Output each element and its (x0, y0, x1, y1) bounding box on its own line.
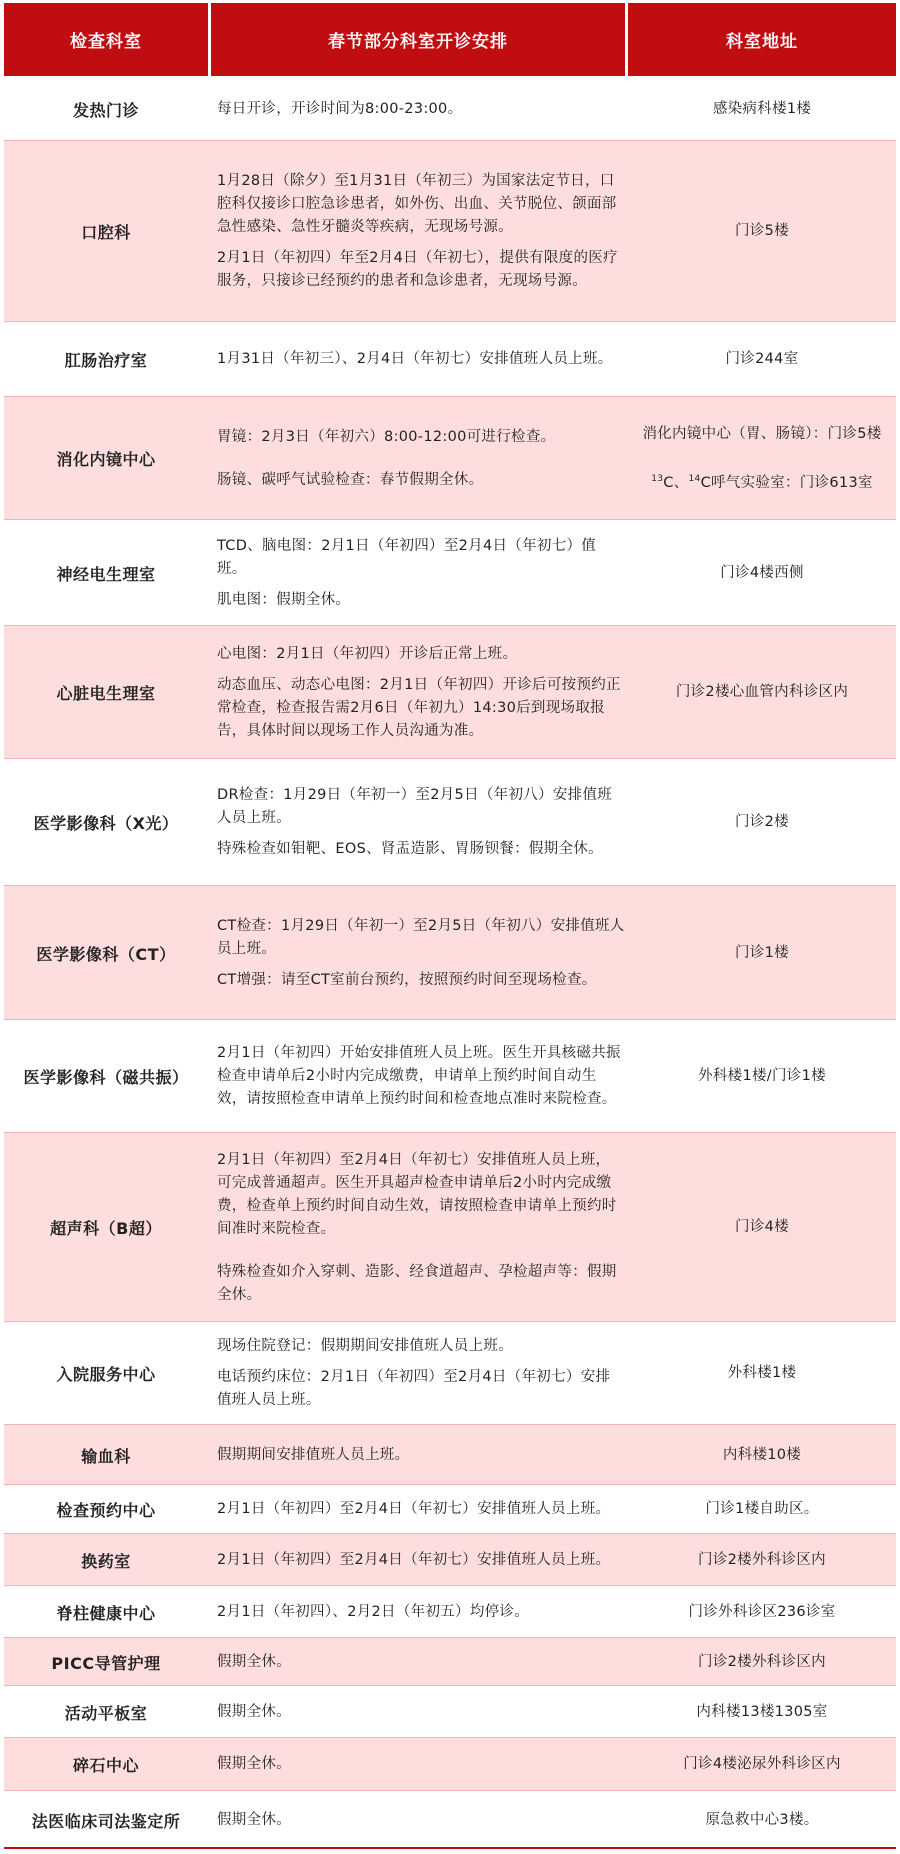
schedule-text: 特殊检查如钼靶、EOS、肾盂造影、胃肠钡餐：假期全休。 (217, 841, 603, 857)
table-row (4, 520, 896, 626)
address-text: 门诊2楼心血管内科诊区内 (675, 684, 849, 700)
address-text: 消化内镜中心（胃、肠镜）：门诊5楼 (642, 425, 882, 442)
table-row (4, 397, 896, 520)
address-text: 门诊2楼外科诊区内 (698, 1551, 826, 1568)
schedule-cell (211, 626, 625, 759)
address-text: 门诊4楼泌尿外科诊区内 (683, 1756, 841, 1772)
table-row (4, 1738, 896, 1791)
header-address: 科室地址 (628, 3, 896, 76)
schedule-cell (211, 141, 625, 322)
address-cell (628, 1791, 896, 1849)
isotope-mid: C、 (663, 474, 689, 491)
row-divider (4, 1847, 896, 1849)
address-text: 感染病科楼1楼 (712, 101, 812, 117)
schedule-cell (211, 759, 625, 886)
dept-name: 超声科（B超） (50, 1219, 162, 1238)
address-cell (628, 1133, 896, 1322)
dept-name: 活动平板室 (64, 1703, 148, 1723)
table-row (4, 141, 896, 322)
schedule-text: CT增强：请至CT室前台预约，按照预约时间至现场检查。 (217, 971, 597, 988)
schedule-text: 假期全休。 (217, 1653, 291, 1670)
dept-name: 发热门诊 (72, 101, 139, 120)
schedule-cell (211, 1425, 625, 1485)
schedule-cell (211, 1791, 625, 1849)
dept-name: 心脏电生理室 (56, 684, 156, 703)
table-row (4, 1791, 896, 1849)
address-text: 门诊外科诊区236诊室 (688, 1603, 836, 1620)
dept-name: 医学影像科（CT） (36, 944, 176, 964)
schedule-text: 假期全休。 (217, 1756, 291, 1772)
table-row (4, 1686, 896, 1738)
address-cell (628, 759, 896, 886)
schedule-cell (211, 397, 625, 520)
address-cell (628, 1534, 896, 1586)
dept-name: 神经电生理室 (56, 564, 156, 584)
schedule-text: 2月1日（年初四）年至2月4日（年初七），提供有限度的医疗服务，只接诊已经预约的患者和急诊患者，无现场号源。 (217, 250, 618, 289)
schedule-cell (211, 1322, 625, 1425)
header-schedule: 春节部分科室开诊安排 (211, 3, 625, 76)
address-cell (628, 1425, 896, 1485)
schedule-text: 肠镜、碳呼气试验检查：春节假期全休。 (217, 471, 484, 488)
address-text: 门诊244室 (725, 351, 799, 367)
table-row (4, 78, 896, 141)
schedule-cell (211, 1485, 625, 1534)
address-text: 外科楼1楼 (727, 1365, 797, 1381)
address-cell (628, 322, 896, 397)
isotope-sup1: 13 (651, 473, 664, 484)
address-cell (628, 1686, 896, 1738)
address-text: 门诊4楼 (735, 1219, 789, 1235)
schedule-text: 假期全休。 (217, 1811, 291, 1828)
address-cell (628, 626, 896, 759)
table-row (4, 1485, 896, 1534)
address-cell (628, 78, 896, 141)
address-cell (628, 1738, 896, 1791)
address-text: 内科楼13楼1305室 (696, 1703, 828, 1720)
table-row (4, 1638, 896, 1686)
address-cell (628, 1586, 896, 1638)
schedule-text: 每日开诊，开诊时间为8:00-23:00。 (217, 101, 463, 117)
schedule-cell (211, 78, 625, 141)
dept-name: 法医临床司法鉴定所 (31, 1811, 181, 1831)
table-row (4, 1586, 896, 1638)
schedule-cell (211, 1638, 625, 1686)
dept-name: 检查预约中心 (56, 1501, 156, 1520)
address-cell (628, 1020, 896, 1133)
schedule-cell (211, 1586, 625, 1638)
address-text: 原急救中心3楼。 (705, 1811, 819, 1828)
schedule-cell (211, 1686, 625, 1738)
schedule-text: 心电图：2月1日（年初四）开诊后正常上班。 (217, 645, 518, 662)
schedule-text: 2月1日（年初四）至2月4日（年初七）安排值班人员上班。 (217, 1501, 611, 1517)
schedule-text: CT检查：1月29日（年初一）至2月5日（年初八）安排值班人员上班。 (217, 917, 625, 957)
address-text: 门诊4楼西侧 (720, 564, 804, 581)
table-row (4, 322, 896, 397)
address-text: 门诊2楼 (735, 814, 789, 830)
address-text: 内科楼10楼 (722, 1446, 802, 1463)
schedule-cell (211, 520, 625, 626)
header-dept: 检查科室 (4, 3, 208, 76)
dept-name: 医学影像科（X光） (33, 814, 179, 833)
schedule-cell (211, 1738, 625, 1791)
table-row (4, 1534, 896, 1586)
table-row (4, 886, 896, 1020)
schedule-cell (211, 1020, 625, 1133)
table-row (4, 1425, 896, 1485)
table-row (4, 626, 896, 759)
address-text: 门诊2楼外科诊区内 (698, 1653, 826, 1670)
address-cell (628, 397, 896, 520)
address-cell (628, 520, 896, 626)
schedule-text: 胃镜：2月3日（年初六）8:00-12:00可进行检查。 (217, 428, 556, 445)
dept-name: 消化内镜中心 (56, 450, 156, 469)
schedule-text: 2月1日（年初四）至2月4日（年初七）安排值班人员上班，可完成普通超声。医生开具超声检查申请单后2小时内完成缴费，检查单上预约时间自动生效，请按照检查申请单上预约时间准时来院检查。 (217, 1151, 617, 1237)
schedule-text: 动态血压、动态心电图：2月1日（年初四）开诊后可按预约正常检查，检查报告需2月6日（年初九）14:30后到现场取报告，具体时间以现场工作人员沟通为准。 (217, 676, 621, 739)
schedule-text: 1月28日（除夕）至1月31日（年初三）为国家法定节日，口腔科仅接诊口腔急诊患者，如外伤、出血、关节脱位、颌面部急性感染、急性牙髓炎等疾病，无现场号源。 (217, 173, 617, 235)
address-cell (628, 886, 896, 1020)
schedule-text: 假期期间安排值班人员上班。 (217, 1446, 410, 1463)
schedule-text: 2月1日（年初四）至2月4日（年初七）安排值班人员上班。 (217, 1551, 611, 1568)
address-isotope-text (651, 468, 873, 495)
dept-name: 肛肠治疗室 (64, 351, 148, 370)
address-cell (628, 141, 896, 322)
address-text: 门诊1楼 (735, 944, 789, 961)
dept-name: PICC导管护理 (51, 1653, 161, 1673)
address-cell (628, 1485, 896, 1534)
dept-name: 脊柱健康中心 (56, 1603, 156, 1623)
dept-name: 入院服务中心 (56, 1365, 156, 1384)
address-cell (628, 1638, 896, 1686)
schedule-cell (211, 886, 625, 1020)
address-text: 门诊5楼 (735, 223, 789, 239)
schedule-text: 现场住院登记：假期期间安排值班人员上班。 (217, 1338, 513, 1354)
table-row (4, 1322, 896, 1425)
isotope-sup2: 14 (688, 473, 701, 484)
dept-name: 医学影像科（磁共振） (23, 1068, 189, 1087)
table-row (4, 1020, 896, 1133)
schedule-text: 假期全休。 (217, 1703, 291, 1720)
dept-name: 换药室 (81, 1551, 131, 1571)
address-text: 外科楼1楼/门诊1楼 (698, 1068, 826, 1084)
schedule-text: DR检查：1月29日（年初一）至2月5日（年初八）安排值班人员上班。 (217, 787, 613, 826)
schedule-text: 电话预约床位：2月1日（年初四）至2月4日（年初七）安排值班人员上班。 (217, 1369, 611, 1408)
address-cell (628, 1322, 896, 1425)
dept-name: 输血科 (81, 1446, 131, 1466)
dept-name: 碎石中心 (72, 1756, 139, 1775)
schedule-text: TCD、脑电图：2月1日（年初四）至2月4日（年初七）值班。 (217, 537, 597, 577)
table-row (4, 759, 896, 886)
address-text: 门诊1楼自助区。 (705, 1501, 819, 1517)
schedule-cell (211, 322, 625, 397)
schedule-text: 特殊检查如介入穿刺、造影、经食道超声、孕检超声等：假期全休。 (217, 1263, 617, 1303)
schedule-text: 2月1日（年初四）、2月2日（年初五）均停诊。 (217, 1603, 530, 1620)
schedule-cell (211, 1534, 625, 1586)
schedule-text: 2月1日（年初四）开始安排值班人员上班。医生开具核磁共振检查申请单后2小时内完成缴费，申请单上预约时间自动生效，请按照检查申请单上预约时间和检查地点准时来院检查。 (217, 1045, 621, 1107)
schedule-cell (211, 1133, 625, 1322)
schedule-text: 1月31日（年初三）、2月4日（年初七）安排值班人员上班。 (217, 351, 613, 367)
schedule-text: 肌电图：假期全休。 (217, 591, 351, 608)
table-row (4, 1133, 896, 1322)
isotope-tail: C呼气实验室：门诊613室 (700, 474, 873, 491)
dept-name: 口腔科 (81, 223, 131, 242)
